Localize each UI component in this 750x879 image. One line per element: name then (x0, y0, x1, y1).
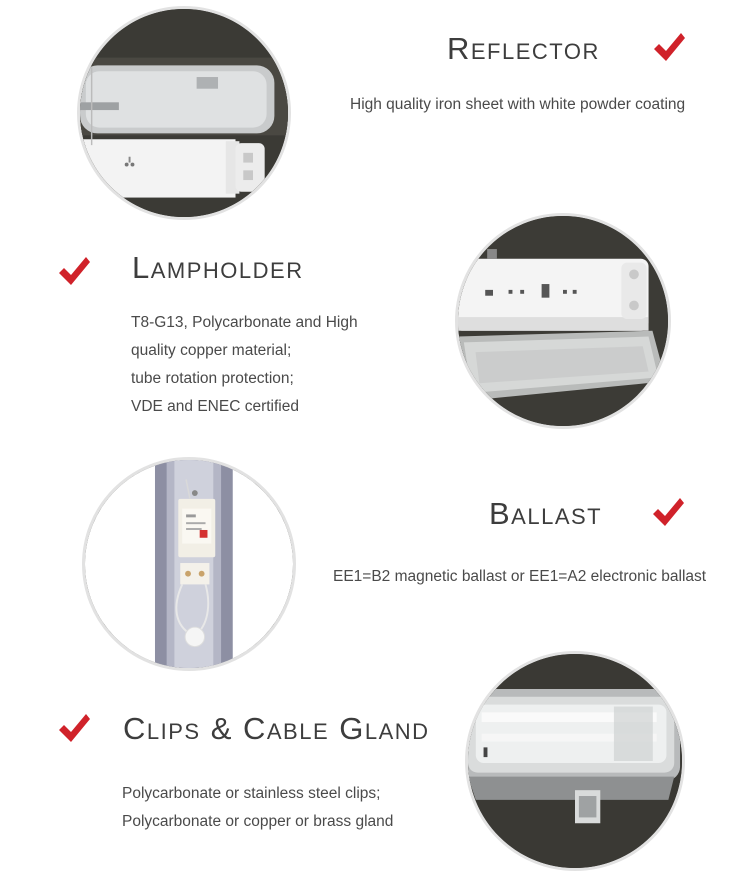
ballast-title: Ballast (489, 496, 603, 531)
reflector-photo-illustration (80, 9, 288, 217)
ballast-photo (82, 457, 296, 671)
reflector-description: High quality iron sheet with white powder coating (350, 96, 686, 113)
ballast-description: EE1=B2 magnetic ballast or EE1=A2 electronic ballast (333, 568, 707, 585)
ballast-photo-illustration (85, 460, 293, 668)
clips-title: Clips & Cable Gland (123, 711, 430, 746)
reflector-photo (77, 6, 291, 220)
lampholder-photo-illustration (458, 216, 668, 426)
clips-photo-illustration (468, 654, 682, 868)
clips-photo (465, 651, 685, 871)
lampholder-description (131, 309, 358, 421)
checkmark-icon (652, 30, 686, 64)
lampholder-description-line: tube rotation protection; (131, 370, 294, 387)
lampholder-title: Lampholder (132, 250, 304, 285)
lampholder-photo (455, 213, 671, 429)
lampholder-description-line: quality copper material; (131, 342, 292, 359)
clips-description-line: Polycarbonate or copper or brass gland (122, 813, 394, 830)
reflector-title: Reflector (447, 31, 600, 66)
lampholder-description-line: VDE and ENEC certified (131, 398, 299, 415)
checkmark-icon (57, 711, 91, 745)
clips-description (122, 780, 393, 836)
lampholder-description-line: T8-G13, Polycarbonate and High (131, 314, 358, 331)
checkmark-icon (651, 495, 685, 529)
checkmark-icon (57, 254, 91, 288)
clips-description-line: Polycarbonate or stainless steel clips; (122, 785, 381, 802)
